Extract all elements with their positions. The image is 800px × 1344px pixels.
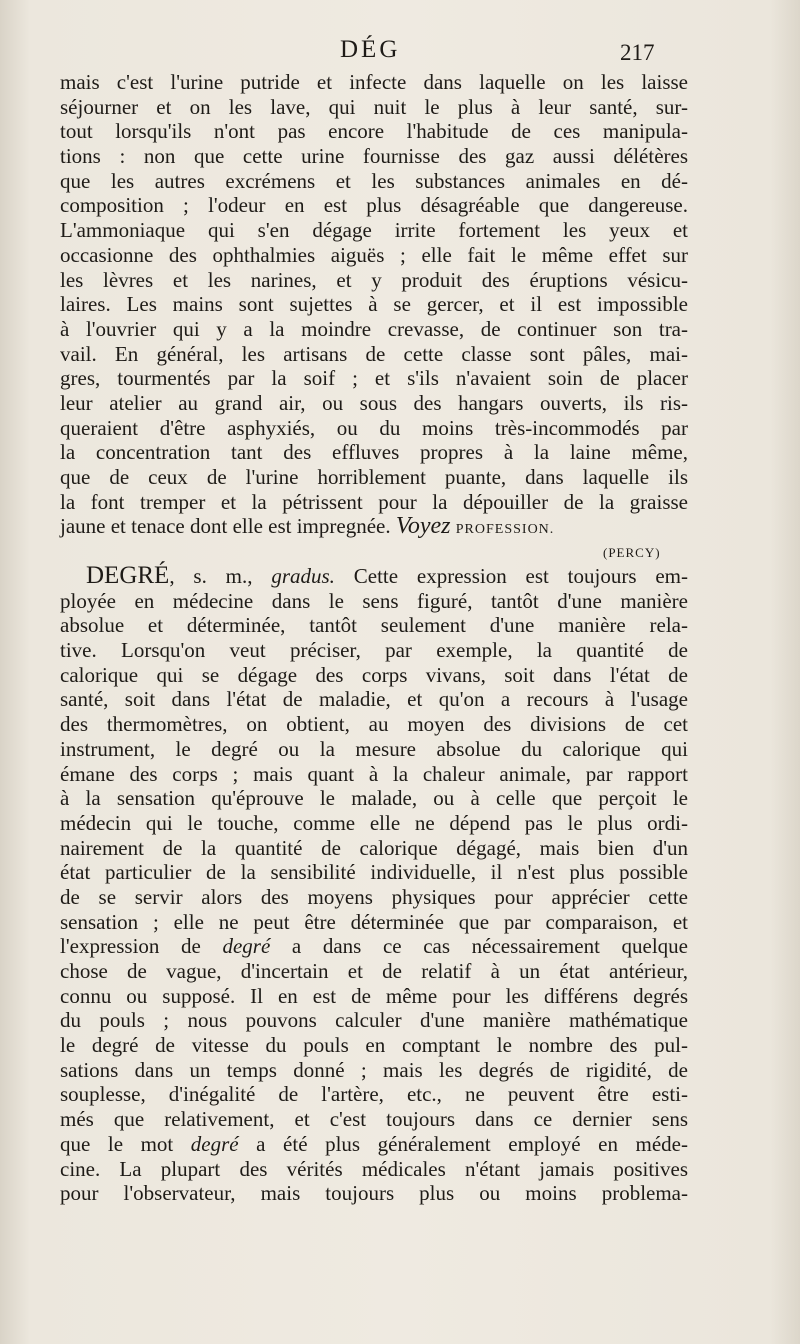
text-line: absolue et déterminée, tantôt seulement d'une manière rela- [60,613,688,638]
text-line: gres, tourmentés par la soif ; et s'ils n'avaient soin de placer [60,366,688,391]
grammar-label: , s. m., [169,564,272,588]
text-line: sations dans un temps donné ; mais les degrés de rigidité, de [60,1057,688,1082]
entry-lines-b [60,959,688,1132]
entry-lines-a [60,589,688,935]
entry-continuation [60,70,688,539]
text-line: composition ; l'odeur en est plus désagréable que dangereuse. [60,193,688,218]
text-line: de se servir alors des moyens physiques pour apprécier cette [60,884,688,909]
text-line-content: Cette expression est toujours em- [334,564,688,588]
text-line: cine. La plupart des vérités médicales n'étant jamais positives [60,1156,688,1181]
italic-term: degré [222,934,271,959]
text-line [60,564,688,589]
text-line: souplesse, d'inégalité de l'artère, etc., ne peuvent être esti- [60,1082,688,1107]
text-line: la font tremper et la pétrissent pour la dépouiller de la graisse [60,489,688,514]
text-line: des thermomètres, on obtient, au moyen des divisions de cet [60,712,688,737]
text-line: vail. En général, les artisans de cette classe sont pâles, mai- [60,341,688,366]
text-line: chose de vague, d'incertain et de relatif à un état antérieur, [60,959,688,983]
text-line: état particulier de la sensibilité individuelle, il n'est plus possible [60,860,688,885]
text-line: les lèvres et les narines, et y produit des éruptions vésicu- [60,267,688,292]
text-line: à la sensation qu'éprouve le malade, ou à celle que perçoit le [60,786,688,811]
text-line: tive. Lorsqu'on veut préciser, par exemple, la quantité de [60,638,688,663]
text-line: occasionne des ophthalmies aiguës ; elle fait le même effet sur [60,242,688,267]
text-line [60,1132,688,1157]
text-line: mais c'est l'urine putride et infecte dans laquelle on les laisse [60,70,688,94]
text-line: la concentration tant des effluves propres à la laine même, [60,440,688,465]
text-line: santé, soit dans l'état de maladie, et qu'on a recours à l'usage [60,687,688,712]
text-line: que de ceux de l'urine horriblement puante, dans laquelle ils [60,465,688,489]
text-line: més que relativement, et c'est toujours dans ce dernier sens [60,1107,688,1132]
text-line [60,934,688,959]
text-line: tout lorsqu'ils n'ont pas encore l'habitude de ces manipula- [60,119,688,144]
text-line: nairement de la quantité de calorique dégagé, mais bien d'un [60,835,688,860]
text-line [60,514,688,539]
author-signature: (PERCY) [603,545,661,560]
text-line: émane des corps ; mais quant à la chaleur animale, par rapport [60,761,688,786]
text-line: médecin qui le touche, comme elle ne dépend pas le plus ordi- [60,810,688,835]
headword: DEGRÉ [86,562,170,589]
text-line-content: jaune et tenace dont elle est impregnée. [60,514,391,539]
text-line-content: a dans ce cas nécessairement quelque [270,934,688,959]
page-number: 217 [620,40,655,65]
entry-continuation-lines [60,70,688,514]
text-line: le degré de vitesse du pouls en comptant le nombre des pul- [60,1033,688,1058]
entry-degre [60,564,688,1206]
voyez-reference: Voyez [395,513,451,540]
text-line: séjourner et on les lave, qui nuit le plus à leur santé, sur- [60,94,688,119]
text-line: du pouls ; nous pouvons calculer d'une manière mathématique [60,1008,688,1033]
entry-lines-c [60,1157,688,1206]
italic-term: degré [190,1131,239,1156]
text-line-content: a été plus généralement employé en méde- [238,1131,688,1156]
text-line: que les autres excrémens et les substances animales en dé- [60,168,688,193]
text-line-content: que le mot [60,1131,191,1156]
text-line: à l'ouvrier qui y a la moindre crevasse, de continuer son tra- [60,316,688,341]
cross-reference-link[interactable]: PROFESSION. [455,522,555,538]
text-line: queraient d'être asphyxiés, ou du moins très-incommodés par [60,415,688,440]
text-line: laires. Les mains sont sujettes à se gercer, et il est impossible [60,292,688,317]
text-line: sensation ; elle ne peut être déterminée que par comparaison, et [60,909,688,934]
text-line: connu ou supposé. Il en est de même pour les différens degrés [60,983,688,1008]
text-line: leur atelier au grand air, ou sous des hangars ouverts, ils ris- [60,390,688,415]
text-line: L'ammoniaque qui s'en dégage irrite fortement les yeux et [60,218,688,243]
text-line: calorique qui se dégage des corps vivans, soit dans l'état de [60,662,688,687]
text-line: instrument, le degré ou la mesure absolue du calorique qui [60,736,688,761]
text-line: tions : non que cette urine fournisse des gaz aussi délétères [60,144,688,169]
text-line-content: l'expression de [60,934,223,959]
running-head: DÉG [340,36,401,63]
text-line: pour l'observateur, mais toujours plus ou moins problema- [60,1181,688,1206]
latin-term: gradus. [271,564,335,588]
text-line: ployée en médecine dans le sens figuré, tantôt d'une manière [60,588,688,613]
